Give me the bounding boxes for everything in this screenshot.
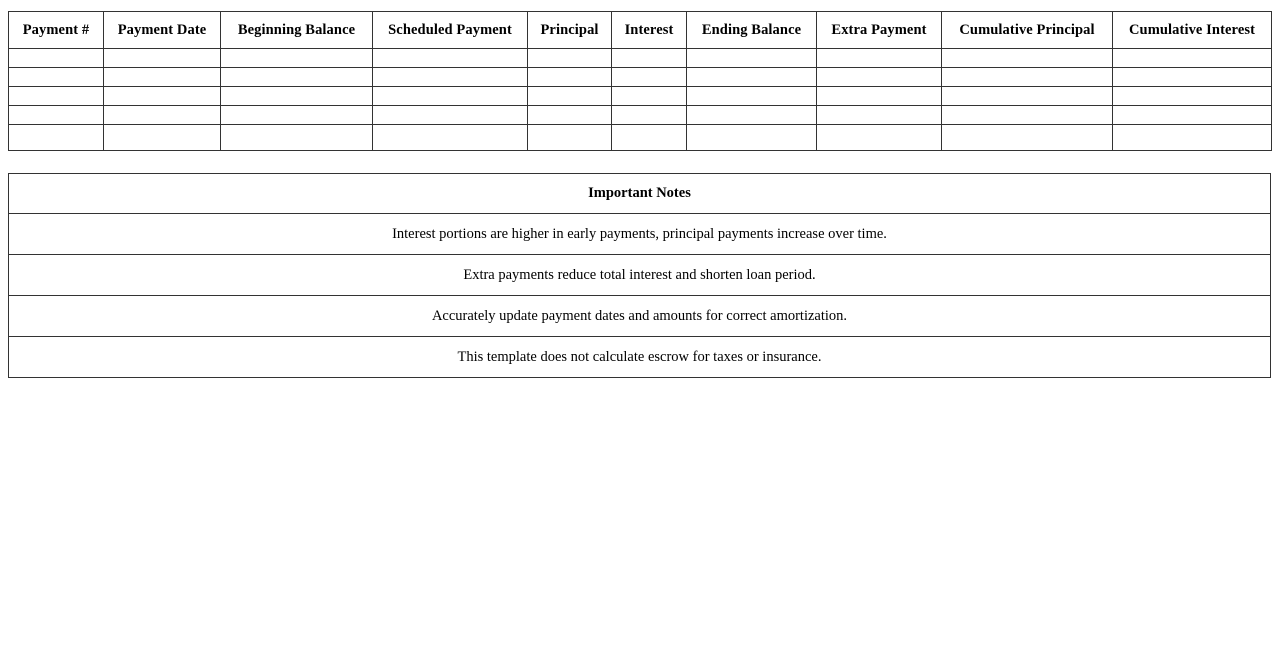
cell-principal[interactable] <box>528 87 612 106</box>
cell-cumulative-principal[interactable] <box>942 49 1113 68</box>
cell-cumulative-principal[interactable] <box>942 106 1113 125</box>
cell-payment-date[interactable] <box>104 68 221 87</box>
cell-ending-balance[interactable] <box>687 125 817 151</box>
cell-principal[interactable] <box>528 49 612 68</box>
cell-cumulative-interest[interactable] <box>1113 87 1272 106</box>
cell-cumulative-principal[interactable] <box>942 87 1113 106</box>
table-row[interactable] <box>9 49 1272 68</box>
table-row[interactable] <box>9 68 1272 87</box>
list-item[interactable] <box>9 296 1271 337</box>
cell-payment-date[interactable] <box>104 125 221 151</box>
column-header-interest[interactable]: Interest <box>612 12 687 49</box>
cell-interest[interactable] <box>612 87 687 106</box>
table-row[interactable] <box>9 125 1272 151</box>
important-notes-body <box>9 174 1271 378</box>
cell-principal[interactable] <box>528 68 612 87</box>
cell-cumulative-interest[interactable] <box>1113 49 1272 68</box>
list-item[interactable] <box>9 214 1271 255</box>
cell-interest[interactable] <box>612 125 687 151</box>
notes-title-row <box>9 174 1271 214</box>
column-header-scheduled-payment[interactable]: Scheduled Payment <box>373 12 528 49</box>
cell-ending-balance[interactable] <box>687 106 817 125</box>
list-item[interactable] <box>9 255 1271 296</box>
cell-scheduled-payment[interactable] <box>373 87 528 106</box>
cell-extra-payment[interactable] <box>817 68 942 87</box>
note-item-3[interactable]: Accurately update payment dates and amounts for correct amortization. <box>9 296 1271 337</box>
important-notes-table <box>8 173 1271 378</box>
cell-payment-date[interactable] <box>104 87 221 106</box>
amortization-schedule-table-container <box>8 11 1271 151</box>
cell-beginning-balance[interactable] <box>221 106 373 125</box>
cell-extra-payment[interactable] <box>817 106 942 125</box>
cell-payment-number[interactable] <box>9 106 104 125</box>
list-item[interactable] <box>9 337 1271 378</box>
amortization-schedule-table <box>8 11 1272 151</box>
cell-interest[interactable] <box>612 106 687 125</box>
cell-extra-payment[interactable] <box>817 87 942 106</box>
note-item-4[interactable]: This template does not calculate escrow for taxes or insurance. <box>9 337 1271 378</box>
cell-payment-number[interactable] <box>9 125 104 151</box>
column-header-cumulative-principal[interactable]: Cumulative Principal <box>942 12 1113 49</box>
schedule-header-row-group <box>9 12 1272 49</box>
cell-beginning-balance[interactable] <box>221 49 373 68</box>
schedule-header-row <box>9 12 1272 49</box>
cell-principal[interactable] <box>528 125 612 151</box>
cell-payment-date[interactable] <box>104 49 221 68</box>
cell-ending-balance[interactable] <box>687 87 817 106</box>
note-item-1[interactable]: Interest portions are higher in early payments, principal payments increase over time. <box>9 214 1271 255</box>
cell-scheduled-payment[interactable] <box>373 49 528 68</box>
table-row[interactable] <box>9 87 1272 106</box>
cell-payment-number[interactable] <box>9 49 104 68</box>
cell-payment-number[interactable] <box>9 87 104 106</box>
schedule-body <box>9 49 1272 151</box>
cell-beginning-balance[interactable] <box>221 125 373 151</box>
cell-payment-date[interactable] <box>104 106 221 125</box>
cell-interest[interactable] <box>612 49 687 68</box>
column-header-payment-date[interactable]: Payment Date <box>104 12 221 49</box>
cell-scheduled-payment[interactable] <box>373 125 528 151</box>
cell-extra-payment[interactable] <box>817 49 942 68</box>
important-notes-table-container <box>8 173 1271 378</box>
cell-payment-number[interactable] <box>9 68 104 87</box>
note-item-2[interactable]: Extra payments reduce total interest and shorten loan period. <box>9 255 1271 296</box>
cell-cumulative-interest[interactable] <box>1113 106 1272 125</box>
column-header-payment-number[interactable]: Payment # <box>9 12 104 49</box>
cell-beginning-balance[interactable] <box>221 68 373 87</box>
cell-ending-balance[interactable] <box>687 68 817 87</box>
cell-interest[interactable] <box>612 68 687 87</box>
cell-beginning-balance[interactable] <box>221 87 373 106</box>
column-header-extra-payment[interactable]: Extra Payment <box>817 12 942 49</box>
important-notes-title: Important Notes <box>9 174 1271 214</box>
column-header-principal[interactable]: Principal <box>528 12 612 49</box>
cell-cumulative-interest[interactable] <box>1113 68 1272 87</box>
cell-scheduled-payment[interactable] <box>373 106 528 125</box>
table-row[interactable] <box>9 106 1272 125</box>
column-header-beginning-balance[interactable]: Beginning Balance <box>221 12 373 49</box>
cell-extra-payment[interactable] <box>817 125 942 151</box>
cell-principal[interactable] <box>528 106 612 125</box>
cell-cumulative-interest[interactable] <box>1113 125 1272 151</box>
cell-cumulative-principal[interactable] <box>942 68 1113 87</box>
cell-scheduled-payment[interactable] <box>373 68 528 87</box>
cell-ending-balance[interactable] <box>687 49 817 68</box>
column-header-cumulative-interest[interactable]: Cumulative Interest <box>1113 12 1272 49</box>
cell-cumulative-principal[interactable] <box>942 125 1113 151</box>
column-header-ending-balance[interactable]: Ending Balance <box>687 12 817 49</box>
